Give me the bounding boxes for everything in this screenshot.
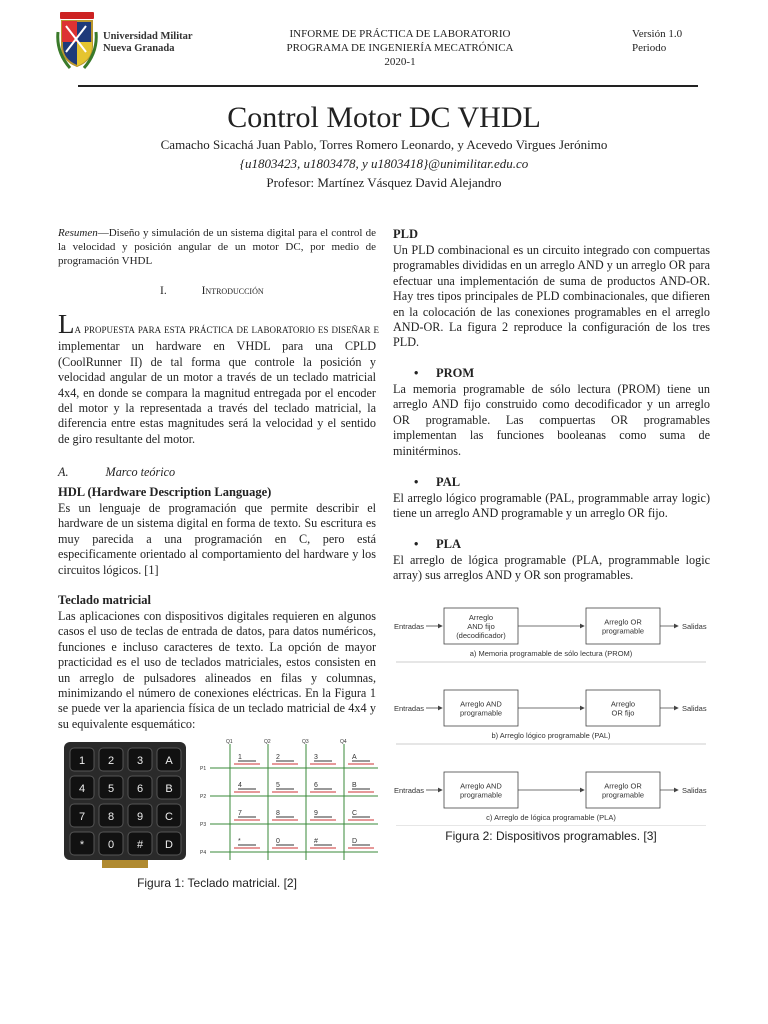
university-name <box>103 31 193 55</box>
schematic-switch <box>272 782 298 792</box>
pld-config-row <box>394 690 707 744</box>
intro-rest: implementar un hardware en VHDL para una CPLD (CoolRunner II) de tal forma que controle la posición y velocidad angular de un motor a través de un teclado matricial 4x4, en donde se compara la magnitud entregada por el encoder del motor y la representada a través del teclado matricial, la diferencia entre estas magnitudes será la velocidad y el sentido de giro resultante del motor. <box>58 339 376 446</box>
figure2-diagram <box>390 598 712 826</box>
program-name: PROGRAMA DE INGENIERÍA MECATRÓNICA <box>286 42 514 54</box>
dropcap: L <box>58 309 75 339</box>
svg-text:C: C <box>165 811 173 823</box>
svg-text:programable: programable <box>601 790 645 800</box>
output-label: Salidas <box>682 704 707 713</box>
schematic-switch <box>234 810 260 820</box>
hdl-heading: HDL (Hardware Description Language) <box>58 485 272 499</box>
teclado-heading: Teclado matricial <box>58 593 151 607</box>
version: Versión 1.0 <box>632 28 683 40</box>
svg-text:1: 1 <box>238 754 242 761</box>
output-label: Salidas <box>682 786 707 795</box>
pld-config-row <box>394 772 707 826</box>
keypad-svg <box>62 740 192 870</box>
subsection-title: Marco teórico <box>105 465 176 479</box>
input-label: Entradas <box>394 622 425 631</box>
subsection-heading <box>58 465 175 480</box>
emails: {u1803423, u1803478, y u1803418}@unimilitar.edu.co <box>239 156 529 171</box>
svg-text:Arreglo OR: Arreglo OR <box>604 781 642 791</box>
svg-text:A: A <box>165 755 173 767</box>
config-caption: b) Arreglo lógico programable (PAL) <box>491 731 611 740</box>
svg-text:programable: programable <box>601 626 645 636</box>
pal-heading: • PAL <box>414 475 460 490</box>
schematic-column-label: Q2 <box>264 739 271 745</box>
schematic-switch <box>272 838 298 848</box>
semester: 2020-1 <box>384 56 416 68</box>
prom-heading: • PROM <box>414 366 474 381</box>
schematic-column-label: Q3 <box>302 739 309 745</box>
keypad-photo <box>62 740 192 870</box>
svg-text:9: 9 <box>314 810 318 817</box>
period: Periodo <box>632 42 667 54</box>
keypad-key <box>70 832 94 855</box>
header-center <box>230 27 570 69</box>
intro-paragraph <box>58 309 380 447</box>
svg-text:D: D <box>352 838 358 845</box>
pal-text: El arreglo lógico programable (PAL, programmable array logic) tiene un arreglo AND programable y un arreglo OR fijo. <box>393 491 710 521</box>
pla-text: El arreglo de lógica programable (PLA, programmable logic array) sus arreglos AND y OR son programables. <box>393 553 710 583</box>
figure1-caption: Figura 1: Teclado matricial. [2] <box>137 876 297 890</box>
config-caption: c) Arreglo de lógica programable (PLA) <box>486 813 616 822</box>
svg-text:(decodificador): (decodificador) <box>456 631 506 640</box>
output-label: Salidas <box>682 622 707 631</box>
keypad-key <box>157 832 181 855</box>
svg-text:Arreglo: Arreglo <box>610 699 636 709</box>
svg-text:Arreglo AND: Arreglo AND <box>460 781 502 791</box>
teclado-text: Las aplicaciones con dispositivos digitales requieren en algunos casos el uso de teclas de entrada de datos, para datos numéricos, funciones e incluso caracteres de texto. La opción de mayor practicidad es el uso de teclados matriciales, estos consisten en un arreglo de pulsadores alineados en filas y columnas, minimizando el número de conexiones eléctricas. En la Figura 1 se puede ver la apariencia física de un teclado matricial de 4x4 y su equivalente esquemático: <box>58 609 376 731</box>
schematic-switch <box>348 810 374 820</box>
svg-text:6: 6 <box>314 782 318 789</box>
schematic-switch <box>348 782 374 792</box>
paper-title: Control Motor DC VHDL <box>227 101 541 134</box>
svg-text:2: 2 <box>276 754 280 761</box>
svg-text:5: 5 <box>276 782 280 789</box>
svg-text:2: 2 <box>107 755 115 767</box>
svg-text:A: A <box>352 754 357 761</box>
schematic-switch <box>310 782 336 792</box>
schematic-switch <box>310 810 336 820</box>
schematic-svg <box>200 736 382 866</box>
svg-text:Arreglo AND: Arreglo AND <box>460 699 502 709</box>
schematic-row-label: P4 <box>200 850 207 856</box>
svg-text:4: 4 <box>238 782 242 789</box>
svg-text:#: # <box>136 839 144 851</box>
svg-text:AND fijo: AND fijo <box>467 622 495 631</box>
svg-text:6: 6 <box>136 783 144 795</box>
input-label: Entradas <box>394 786 425 795</box>
header-rule <box>78 85 698 87</box>
keypad-key <box>99 804 123 827</box>
keypad-key <box>128 832 152 855</box>
svg-text:4: 4 <box>78 783 86 795</box>
abstract-label: Resumen <box>58 227 98 239</box>
svg-text:*: * <box>79 839 85 851</box>
report-type: INFORME DE PRÁCTICA DE LABORATORIO <box>289 28 511 40</box>
figure2-svg <box>390 598 712 826</box>
keypad-key <box>157 748 181 771</box>
university-line1: Universidad Militar <box>103 31 193 42</box>
university-logo <box>56 12 98 70</box>
prom-text: La memoria programable de sólo lectura (PROM) tiene un arreglo AND fijo construido como decodificador y un arreglo OR programable. Las compuertas OR programables implementan las funciones booleanas como suma de minitérminos. <box>393 382 710 458</box>
svg-text:0: 0 <box>107 839 115 851</box>
keypad-key <box>99 832 123 855</box>
svg-text:5: 5 <box>107 783 115 795</box>
svg-text:*: * <box>238 838 241 845</box>
keypad-key <box>70 776 94 799</box>
schematic-switch <box>348 838 374 848</box>
svg-text:B: B <box>165 783 173 795</box>
pld-config-row <box>394 608 707 662</box>
svg-text:D: D <box>165 839 173 851</box>
config-caption: a) Memoria programable de sólo lectura (PROM) <box>469 649 633 658</box>
schematic-switch <box>234 838 260 848</box>
keypad-key <box>128 776 152 799</box>
svg-text:OR fijo: OR fijo <box>611 708 635 718</box>
schematic-switch <box>234 782 260 792</box>
svg-text:8: 8 <box>276 810 280 817</box>
svg-text:9: 9 <box>136 811 144 823</box>
svg-text:8: 8 <box>107 811 115 823</box>
pld-text: Un PLD combinacional es un circuito integrado con compuertas programables divididas en un arreglo AND y un arreglo OR para efectuar una implementación de suma de productos AND-OR. Hay tres tipos principales de PLD combinacionales, que difieren en la colocación de las conexiones programables en el arreglo AND-OR. La figura 2 reproduce la configuración de los tres PLD. <box>393 243 710 350</box>
schematic-switch <box>310 838 336 848</box>
schematic-row-label: P2 <box>200 794 207 800</box>
pld-heading: PLD <box>393 227 418 241</box>
section-heading-intro <box>160 285 264 297</box>
svg-text:Arreglo OR: Arreglo OR <box>604 617 642 627</box>
input-label: Entradas <box>394 704 425 713</box>
keypad-key <box>99 776 123 799</box>
pla-heading: • PLA <box>414 537 461 552</box>
figure2-caption: Figura 2: Dispositivos programables. [3] <box>445 829 657 843</box>
svg-text:7: 7 <box>238 810 242 817</box>
svg-text:programable: programable <box>459 708 503 718</box>
keypad-key <box>128 748 152 771</box>
keypad-key <box>99 748 123 771</box>
section-title: Introducción <box>201 285 264 297</box>
svg-text:7: 7 <box>78 811 86 823</box>
header-right <box>632 27 682 55</box>
schematic-switch <box>310 754 336 764</box>
schematic-switch <box>272 754 298 764</box>
keypad-key <box>157 776 181 799</box>
svg-text:1: 1 <box>78 755 86 767</box>
svg-text:programable: programable <box>459 790 503 800</box>
keypad-key <box>157 804 181 827</box>
svg-text:#: # <box>314 838 318 845</box>
schematic-row-label: P1 <box>200 766 207 772</box>
svg-text:Arreglo: Arreglo <box>468 613 494 622</box>
intro-first-text: a propuesta para esta práctica de laboratorio es diseñar e <box>74 322 380 336</box>
svg-text:C: C <box>352 810 358 817</box>
schematic-column-label: Q1 <box>226 739 233 745</box>
university-line2: Nueva Granada <box>103 43 175 54</box>
svg-text:3: 3 <box>136 755 144 767</box>
abstract <box>58 226 376 268</box>
schematic-row-label: P3 <box>200 822 207 828</box>
svg-text:B: B <box>352 782 357 789</box>
abstract-text: —Diseño y simulación de un sistema digital para el control de la velocidad y posición angular de un motor DC, por medio de programación VHDL <box>58 227 376 267</box>
authors: Camacho Sicachá Juan Pablo, Torres Romero Leonardo, y Acevedo Virgues Jerónimo <box>160 137 608 152</box>
keypad-key <box>70 804 94 827</box>
schematic-switch <box>348 754 374 764</box>
svg-text:3: 3 <box>314 754 318 761</box>
professor: Profesor: Martínez Vásquez David Alejandro <box>266 175 502 190</box>
keypad-key <box>70 748 94 771</box>
keypad-schematic <box>200 736 382 866</box>
hdl-text: Es un lenguaje de programación que permite describir el hardware de un sistema digital en forma de texto. Su escritura es muy parecida a una programación en C, pero está especificamente orientado al comportamiento del hardware y los circuitos lógicos. [1] <box>58 501 376 577</box>
intro-first-line <box>58 309 380 339</box>
svg-text:0: 0 <box>276 838 280 845</box>
subsection-letter: A. <box>58 465 69 479</box>
schematic-switch <box>234 754 260 764</box>
schematic-column-label: Q4 <box>340 739 347 745</box>
section-number: I. <box>160 285 167 297</box>
keypad-key <box>128 804 152 827</box>
schematic-switch <box>272 810 298 820</box>
